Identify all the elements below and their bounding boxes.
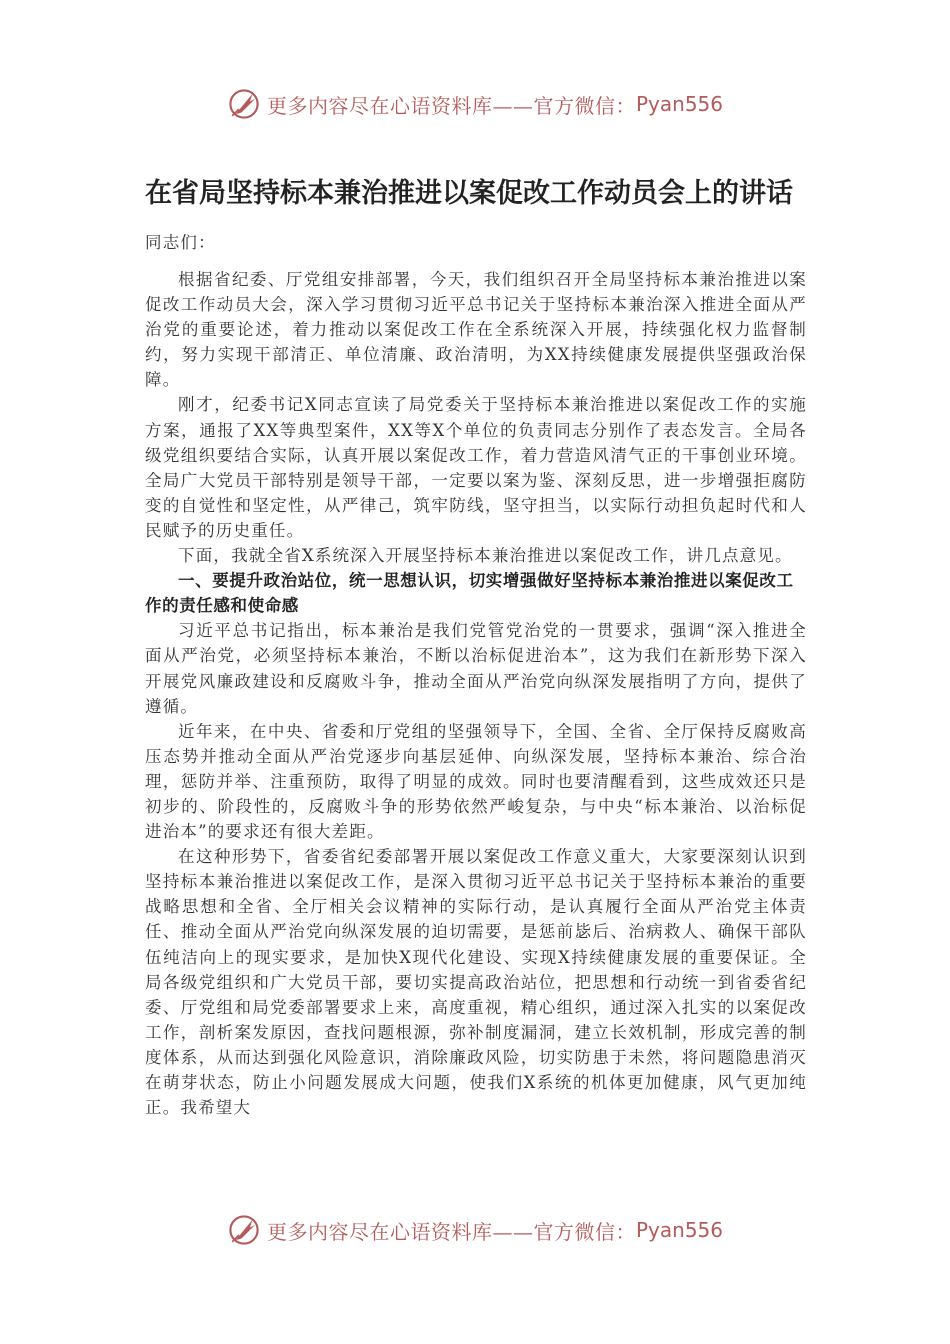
banner-wechat-id: Pyan556 — [635, 92, 723, 116]
banner-wechat-id: Pyan556 — [635, 1218, 723, 1242]
quill-logo-icon — [227, 87, 261, 121]
banner-text: 更多内容尽在心语资料库——官方微信： — [266, 93, 636, 118]
paragraph: 在这种形势下，省委省纪委部署开展以案促改工作意义重大，大家要深刻认识到坚持标本兼治推进以案促改工作，是深入贯彻习近平总书记关于坚持标本兼治的重要战略思想和全省、全厅相关会议精神的实际行动，是认真履行全面从严治党主体责任、推动全面从严治党向纵深发展的迫切需要，是惩前毖后、治病救人、确保干部队伍纯洁向上的现实要求，是加快X现代化建设、实现X持续健康发展的重要保证。全局各级党组织和广大党员干部，要切实提高政治站位，把思想和行动统一到省委省纪委、厅党组和局党委部署要求上来，高度重视，精心组织，通过深入扎实的以案促改工作，剖析案发原因，查找问题根源，弥补制度漏洞，建立长效机制，形成完善的制度体系，从而达到强化风险意识，消除廉政风险，切实防患于未然，将问题隐患消灭在萌芽状态，防止小问题发展成大问题，使我们X系统的机体更加健康，风气更加纯正。我希望大 — [145, 847, 807, 1118]
paragraph: 刚才，纪委书记X同志宣读了局党委关于坚持标本兼治推进以案促改工作的实施方案，通报了XX等典型案件，XX等X个单位的负责同志分别作了表态发言。全局各级党组织要结合实际，认真开展以案促改工作，着力营造风清气正的干事创业环境。全局广大党员干部特别是领导干部，一定要以案为鉴、深刻反思，进一步增强拒腐防变的自觉性和坚定性，从严律己，筑牢防线，坚守担当，以实际行动担负起时代和人民赋予的历史重任。 — [145, 395, 807, 540]
section-heading: 一、要提升政治站位，统一思想认识，切实增强做好坚持标本兼治推进以案促改工作的责任感和使命感 — [145, 571, 794, 616]
header-watermark-banner — [0, 84, 950, 124]
paragraph: 下面，我就全省X系统深入开展坚持标本兼治推进以案促改工作，讲几点意见。 — [178, 546, 793, 566]
banner-text: 更多内容尽在心语资料库——官方微信： — [266, 1219, 636, 1244]
paragraph: 根据省纪委、厅党组安排部署，今天，我们组织召开全局坚持标本兼治推进以案促改工作动员大会，深入学习贯彻习近平总书记关于坚持标本兼治深入推进全面从严治党的重要论述，着力推动以案促改工作在全系统深入开展，持续强化权力监督制约，努力实现干部清正、单位清廉、政治清明，为XX持续健康发展提供坚强政治保障。 — [145, 270, 807, 390]
footer-watermark-banner — [0, 1210, 950, 1250]
document-body — [145, 172, 807, 1120]
paragraph: 习近平总书记指出，标本兼治是我们党管党治党的一贯要求，强调“深入推进全面从严治党，必须坚持标本兼治，不断以治标促进治本”，这为我们在新形势下深入开展党风廉政建设和反腐败斗争，推动全面从严治党向纵深发展指明了方向，提供了遵循。 — [145, 621, 807, 716]
quill-logo-icon — [227, 1213, 261, 1247]
document-title: 在省局坚持标本兼治推进以案促改工作动员会上的讲话 — [145, 178, 793, 209]
paragraph: 近年来，在中央、省委和厅党组的坚强领导下，全国、全省、全厅保持反腐败高压态势并推动全面从严治党逐步向基层延伸、向纵深发展，坚持标本兼治、综合治理，惩防并举、注重预防，取得了明显的成效。同时也要清醒看到，这些成效还只是初步的、阶段性的，反腐败斗争的形势依然严峻复杂，与中央“标本兼治、以治标促进治本”的要求还有很大差距。 — [145, 721, 807, 842]
salutation: 同志们： — [145, 233, 216, 252]
